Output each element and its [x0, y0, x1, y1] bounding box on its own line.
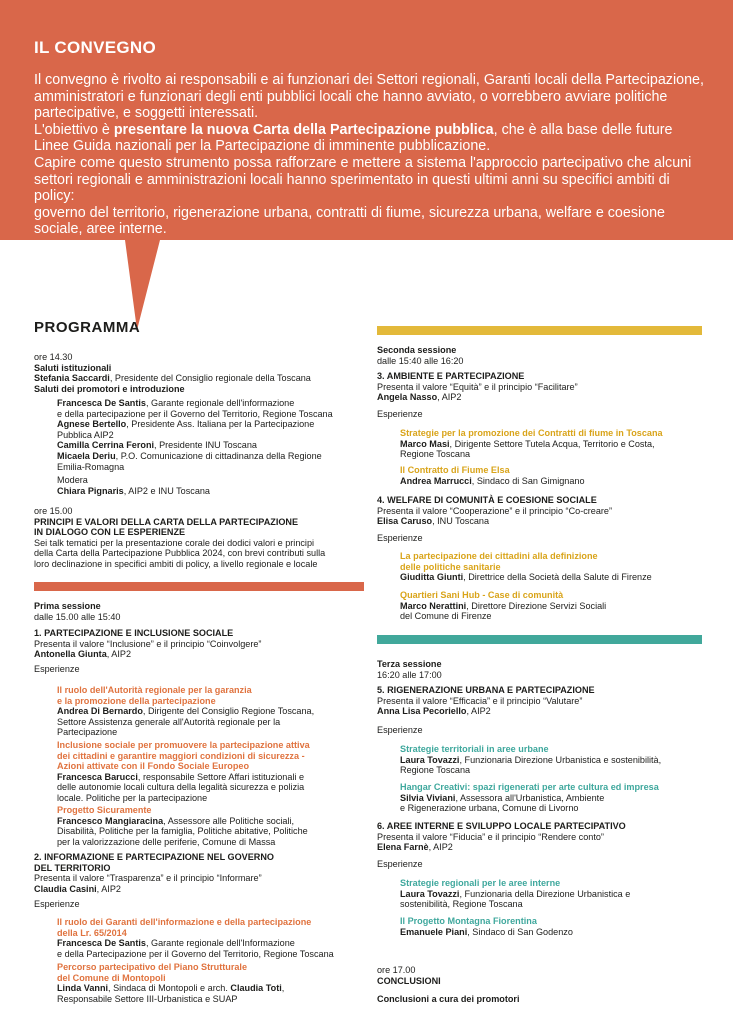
saluti-promotori: Saluti dei promotori e introduzione — [34, 383, 185, 394]
experience-item: Progetto Sicuramente Francesco Mangiaracina, Assessore alle Politiche sociali, Disabilità, Politiche per la famiglia, Politiche abitative, Politiche per la valorizzazione delle periferie, Comune di Massa — [57, 805, 308, 847]
convegno-section — [34, 38, 704, 238]
session-5: 5. RIGENERAZIONE URBANA E PARTECIPAZIONE Presenta il valore “Efficacia” e il principio “Valutare” Anna Lisa Pecoriello, AIP2 — [377, 685, 595, 717]
session-6: 6. AREE INTERNE E SVILUPPO LOCALE PARTECIPATIVO Presenta il valore “Fiducia” e il principio “Rendere conto” Elena Farnè, AIP2 — [377, 821, 626, 853]
esperienze-label: Esperienze — [377, 859, 423, 869]
experience-item: Inclusione sociale per promuovere la partecipazione attiva dei cittadini e garantire maggiori condizioni di sicurezza - Azioni attivate con il Fondo Sociale Europeo Francesca Barucci, responsabile Settore Affari istituzionali e delle autonomie locali cultura della legalità sicurezza e polizia locale. Politiche per la partecipazione — [57, 740, 310, 803]
convegno-highlight: presentare la nuova Carta della Partecipazione pubblica — [113, 121, 494, 138]
programma-title: PROGRAMMA — [34, 319, 141, 336]
session-3: 3. AMBIENTE E PARTECIPAZIONE Presenta il valore “Equità” e il principio “Facilitare” Angela Nasso, AIP2 — [377, 371, 578, 403]
opening-block: ore 14.30 Saluti istituzionali Stefania Saccardi, Presidente del Consiglio regionale della Toscana Saluti dei promotori e introduzione — [34, 352, 364, 394]
convegno-paragraph-2: L'obiettivo è presentare la nuova Carta della Partecipazione pubblica, che è alla base delle future Linee Guida nazionali per la Partecipazione di imminente pubblicazione. — [34, 121, 673, 155]
esperienze-label: Esperienze — [377, 533, 423, 543]
moderator: Modera Chiara Pignaris, AIP2 e INU Toscana — [57, 475, 210, 496]
seconda-sessione-header: Seconda sessione dalle 15:40 alle 16:20 — [377, 345, 464, 366]
esperienze-label: Esperienze — [34, 899, 80, 909]
convegno-paragraph-3: Capire come questo strumento possa rafforzare e mettere a sistema l'approccio partecipativo che alcuni settori regionali e amministrazioni locali hanno sperimentato in questi ultimi anni su specifici ambiti di policy: — [34, 154, 692, 205]
esperienze-label: Esperienze — [377, 725, 423, 735]
prima-sessione-bar — [34, 582, 364, 591]
promotori-list: Francesca De Santis, Garante regionale dell'informazione e della partecipazione per il Governo del Territorio, Regione Toscana Agnese Bertello, Presidente Ass. Italiana per la Partecipazione Pubblica AIP2 Camilla Cerrina Feroni, Presidente INU Toscana Micaela Deriu, P.O. Comunicazione di cittadinanza della Regione Emilia-Romagna — [57, 398, 333, 472]
convegno-paragraph-4: governo del territorio, rigenerazione urbana, contratti di fiume, sicurezza urbana, welfare e coesione sociale, aree interne. — [34, 204, 665, 238]
experience-item: Quartieri Sani Hub - Case di comunità Marco Nerattini, Direttore Direzione Servizi Sociali del Comune di Firenze — [400, 590, 607, 622]
experience-item: Strategie per la promozione dei Contratti di fiume in Toscana Marco Masi, Dirigente Settore Tutela Acqua, Territorio e Costa, Regione Toscana — [400, 428, 663, 460]
session-1: 1. PARTECIPAZIONE E INCLUSIONE SOCIALE Presenta il valore “Inclusione” e il principio “Coinvolgere” Antonella Giunta, AIP2 — [34, 628, 262, 660]
opening-time: ore 14.30 — [34, 352, 73, 362]
principi-block: ore 15.00 PRINCIPI E VALORI DELLA CARTA DELLA PARTECIPAZIONE IN DIALOGO CON LE ESPERIENZE Sei talk tematici per la presentazione corale dei dodici valori e principi della Carta della Partecipazione Pubblica 2024, con brevi contributi sulla loro declinazione in specifici ambiti di policy, a livello regionale e locale — [34, 506, 326, 569]
session-2: 2. INFORMAZIONE E PARTECIPAZIONE NEL GOVERNO DEL TERRITORIO Presenta il valore “Trasparenza” e il principio “Informare” Claudia Casini, AIP2 — [34, 852, 274, 894]
convegno-title: IL CONVEGNO — [34, 38, 157, 57]
experience-item: Strategie territoriali in aree urbane Laura Tovazzi, Funzionaria Direzione Urbanistica e sostenibilità, Regione Toscana — [400, 744, 662, 776]
experience-item: Hangar Creativi: spazi rigenerati per arte cultura ed impresa Silvia Viviani, Assessora all'Urbanistica, Ambiente e Rigenerazione urbana, Comune di Livorno — [400, 782, 659, 814]
saluti-istituzionali: Saluti istituzionali — [34, 362, 112, 373]
session-4: 4. WELFARE DI COMUNITÀ E COESIONE SOCIALE Presenta il valore “Cooperazione” e il principio “Co-creare” Elisa Caruso, INU Toscana — [377, 495, 613, 527]
experience-item: Percorso partecipativo del Piano Strutturale del Comune di Montopoli Linda Vanni, Sindaca di Montopoli e arch. Claudia Toti, Responsabile Settore III-Urbanistica e SUAP — [57, 962, 285, 1004]
prima-sessione-header: Prima sessione dalle 15.00 alle 15:40 — [34, 601, 121, 622]
esperienze-label: Esperienze — [34, 664, 80, 674]
esperienze-label: Esperienze — [377, 409, 423, 419]
experience-item: Il Progetto Montagna Fiorentina Emanuele Piani, Sindaco di San Godenzo — [400, 916, 573, 937]
convegno-paragraph-1: Il convegno è rivolto ai responsabili e ai funzionari dei Settori regionali, Garanti locali della Partecipazione, amministratori e funzionari degli enti pubblici locali che hanno avviato, o vorrebbero avviare politiche partecipative, e soggetti interessati. — [34, 72, 704, 122]
experience-item: Il Contratto di Fiume Elsa Andrea Marrucci, Sindaco di San Gimignano — [400, 465, 585, 486]
conclusioni-block: ore 17.00 CONCLUSIONI Conclusioni a cura dei promotori — [377, 965, 520, 1005]
terza-sessione-header: Terza sessione 16:20 alle 17:00 — [377, 659, 442, 680]
experience-item: Il ruolo dei Garanti dell'informazione e della partecipazione della Lr. 65/2014 Francesca De Santis, Garante regionale dell'Informazione e della Partecipazione per il Governo del Territorio, Regione Toscana — [57, 917, 334, 959]
terza-sessione-bar — [377, 635, 702, 644]
experience-item: Il ruolo dell'Autorità regionale per la garanzia e la promozione della partecipazione Andrea Di Bernardo, Dirigente del Consiglio Regione Toscana, Settore Assistenza generale all'Autorità regionale per la Partecipazione — [57, 685, 315, 738]
seconda-sessione-bar — [377, 326, 702, 335]
experience-item: La partecipazione dei cittadini alla definizione delle politiche sanitarie Giuditta Giunti, Direttrice della Società della Salute di Firenze — [400, 551, 652, 583]
experience-item: Strategie regionali per le aree interne Laura Tovazzi, Funzionaria della Direzione Urbanistica e sostenibilità, Regione Toscana — [400, 878, 631, 910]
